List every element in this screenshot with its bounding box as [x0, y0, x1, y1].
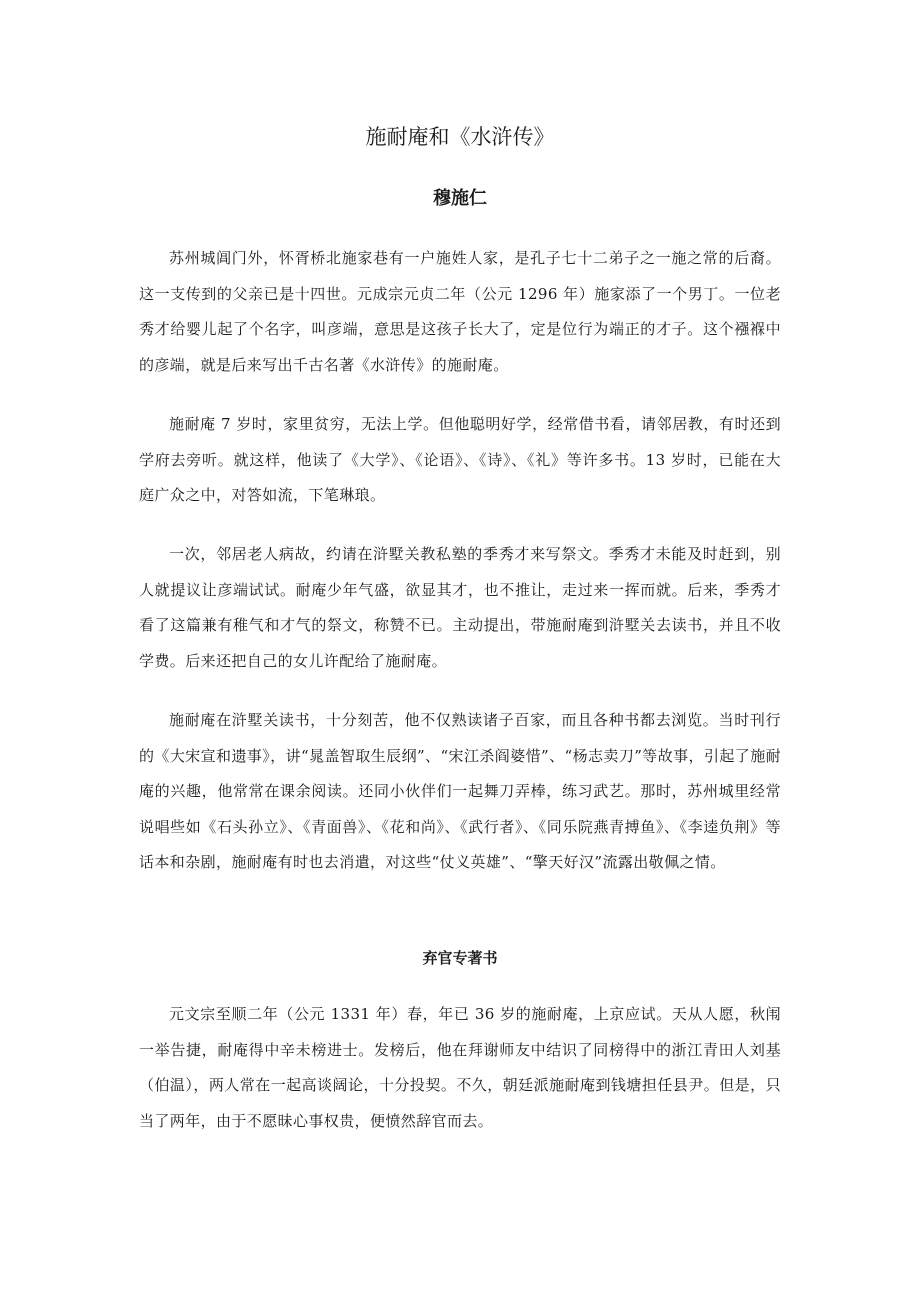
author-name: 穆施仁 — [433, 188, 487, 209]
body-paragraph: 苏州城阊门外，怀胥桥北施家巷有一户施姓人家，是孔子七十二弟子之一施之常的后裔。这一支传到的父亲已是十四世。元成宗元贞二年（公元 1296 年）施家添了一个男丁。一位老秀才给婴儿起了个名字，叫彦端，意思是这孩子长大了，定是位行为端正的才子。这个襁褓中的彦端，就是后来写出千古名著《水浒传》的施耐庵。 — [139, 249, 781, 374]
body-paragraph: 一次，邻居老人病故，约请在浒墅关教私塾的季秀才来写祭文。季秀才未能及时赶到，别人就提议让彦端试试。耐庵少年气盛，欲显其才，也不推让，走过来一挥而就。后来，季秀才看了这篇兼有稚气和才气的祭文，称赞不已。主动提出，带施耐庵到浒墅关去读书，并且不收学费。后来还把自己的女儿许配给了施耐庵。 — [139, 545, 781, 670]
body-paragraph: 施耐庵在浒墅关读书，十分刻苦，他不仅熟读诸子百家，而且各种书都去浏览。当时刊行的《大宋宣和遗事》，讲“晁盖智取生辰纲”、“宋江杀阎婆惜”、“杨志卖刀”等故事，引起了施耐庵的兴趣，他常常在课余阅读。还同小伙伴们一起舞刀弄棒，练习武艺。那时，苏州城里经常说唱些如《石头孙立》、《青面兽》、《花和尚》、《武行者》、《同乐院燕青搏鱼》、《李逵负荆》等话本和杂剧，施耐庵有时也去消遣，对这些“仗义英雄”、“擎天好汉”流露出敬佩之情。 — [139, 711, 781, 871]
body-paragraph: 元文宗至顺二年（公元 1331 年）春，年已 36 岁的施耐庵，上京应试。天从人愿，秋闱一举告捷，耐庵得中辛未榜进士。发榜后，他在拜谢师友中结识了同榜得中的浙江青田人刘基（伯温），两人常在一起高谈阔论，十分投契。不久，朝廷派施耐庵到钱塘担任县尹。但是，只当了两年，由于不愿昧心事权贵，便愤然辞官而去。 — [139, 1005, 781, 1130]
body-paragraph: 施耐庵 7 岁时，家里贫穷，无法上学。但他聪明好学，经常借书看，请邻居教，有时还到学府去旁听。就这样，他读了《大学》、《论语》、《诗》、《礼》等许多书。13 岁时，已能在大庭广众之中，对答如流，下笔琳琅。 — [139, 415, 781, 504]
section-heading: 弃官专著书 — [422, 949, 498, 967]
document-title: 施耐庵和《水浒传》 — [365, 125, 555, 149]
